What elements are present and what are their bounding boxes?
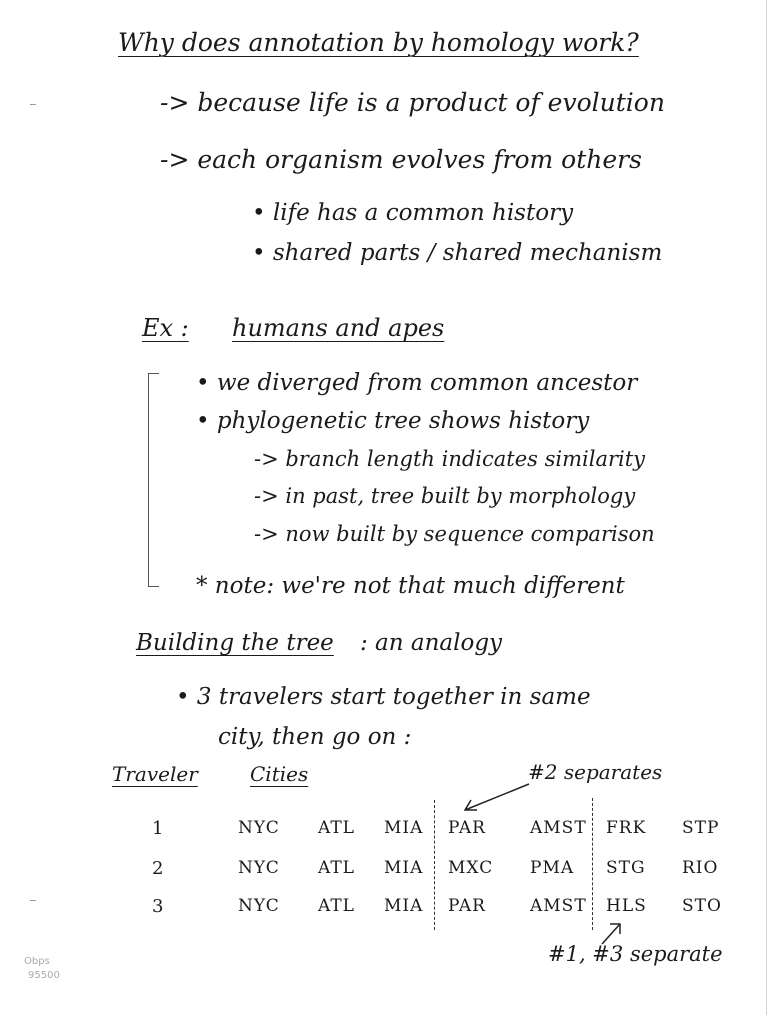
page-stamp: Obps [24, 956, 50, 967]
table-cell-city: HLS [606, 896, 647, 916]
analogy-heading-suffix: : an analogy [360, 630, 503, 656]
table-cell-city: PMA [530, 858, 575, 878]
example-label: Ex : [142, 314, 189, 342]
sub-point: • life has a common history [252, 200, 574, 226]
table-cell-city: MXC [448, 858, 494, 878]
example-point: • phylogenetic tree shows history [196, 408, 590, 434]
reason-line: -> because life is a product of evolution [160, 88, 665, 117]
example-point: • we diverged from common ancestor [196, 370, 638, 396]
example-bracket [148, 373, 159, 587]
sub-point: • shared parts / shared mechanism [252, 240, 663, 266]
table-cell-city: ATL [318, 858, 355, 878]
example-sub-point: -> now built by sequence comparison [254, 522, 655, 546]
analogy-line: city, then go on : [218, 724, 412, 750]
table-header-traveler: Traveler [112, 762, 198, 786]
table-cell-city: NYC [238, 858, 280, 878]
table-cell-city: RIO [682, 858, 719, 878]
table-cell-city: NYC [238, 818, 280, 838]
table-cell-city: AMST [530, 818, 587, 838]
page-stamp: 95500 [28, 970, 60, 981]
table-cell-city: AMST [530, 896, 587, 916]
table-row-traveler-id: 1 [152, 818, 164, 839]
left-margin-mark [30, 900, 36, 901]
table-header-cities: Cities [250, 762, 309, 786]
arrow-icon [455, 780, 535, 816]
page-margin-line [766, 0, 767, 1015]
table-row-traveler-id: 2 [152, 858, 164, 879]
table-cell-city: PAR [448, 896, 486, 916]
annotation-bottom: #1, #3 separate [548, 942, 723, 966]
analogy-heading: Building the tree [136, 630, 334, 656]
table-cell-city: ATL [318, 896, 355, 916]
example-sub-point: -> branch length indicates similarity [254, 447, 646, 471]
left-margin-mark [30, 104, 36, 105]
table-cell-city: STP [682, 818, 720, 838]
analogy-line: • 3 travelers start together in same [176, 684, 591, 710]
annotation-top: #2 separates [528, 760, 663, 784]
page-title: Why does annotation by homology work? [118, 28, 639, 57]
table-cell-city: MIA [384, 858, 424, 878]
table-cell-city: ATL [318, 818, 355, 838]
table-cell-city: MIA [384, 896, 424, 916]
example-note: * note: we're not that much different [196, 573, 625, 599]
split-line-2 [592, 798, 593, 930]
table-row-traveler-id: 3 [152, 896, 164, 917]
table-cell-city: FRK [606, 818, 647, 838]
table-cell-city: STO [682, 896, 722, 916]
example-sub-point: -> in past, tree built by morphology [254, 484, 636, 508]
table-cell-city: MIA [384, 818, 424, 838]
split-line-1 [434, 800, 435, 930]
table-cell-city: NYC [238, 896, 280, 916]
table-cell-city: PAR [448, 818, 486, 838]
example-heading: humans and apes [232, 314, 445, 342]
table-cell-city: STG [606, 858, 646, 878]
reason-line: -> each organism evolves from others [160, 145, 642, 174]
